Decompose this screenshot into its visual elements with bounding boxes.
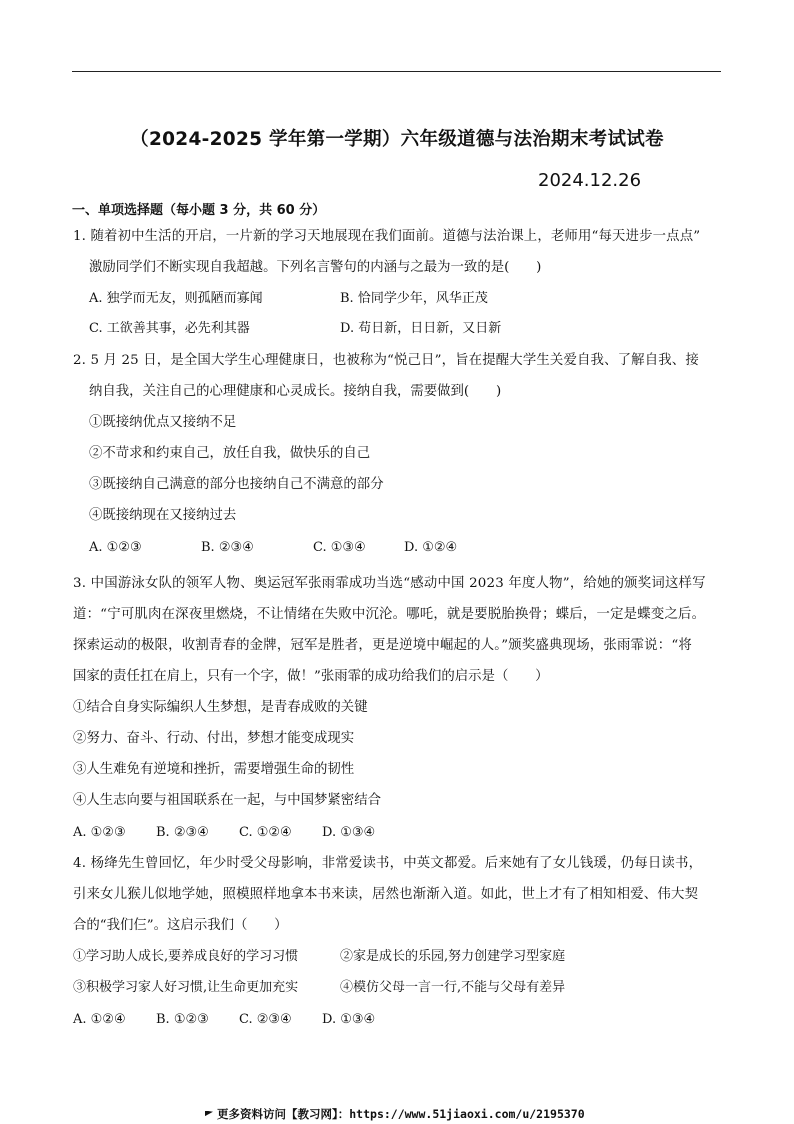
q2-statement-1: ①既接纳优点又接纳不足 <box>89 415 237 430</box>
q3-option-a: A. ①②③ <box>73 825 126 840</box>
q2-stem-line1: 2. 5 月 25 日，是全国大学生心理健康日，也被称为“悦己日”，旨在提醒大学生关爱自我、了解自我、接 <box>73 353 699 368</box>
q2-statement-4: ④既接纳现在又接纳过去 <box>89 508 237 523</box>
q3-stem-line4: 国家的责任扛在肩上，只有一个字，做！”张雨霏的成功给我们的启示是（ ） <box>73 669 549 684</box>
footer-text[interactable]: 更多资料访问【教习网】：https://www.51jiaoxi.com/u/2195370 <box>217 1107 585 1121</box>
section-heading: 一、单项选择题（每小题 3 分，共 60 分） <box>72 203 326 218</box>
q1-option-b: B. 恰同学少年，风华正茂 <box>340 291 488 306</box>
q2-stem-line2: 纳自我，关注自己的心理健康和心灵成长。接纳自我，需要做到( ) <box>89 384 502 399</box>
q4-stem-line1: 4. 杨绛先生曾回忆，年少时受父母影响，非常爱读书，中英文都爱。后来她有了女儿钱瑗，仍每日读书， <box>73 856 703 871</box>
q4-option-c: C. ②③④ <box>239 1012 292 1027</box>
q2-option-b: B. ②③④ <box>201 540 254 555</box>
q4-option-b: B. ①②③ <box>156 1012 209 1027</box>
q1-option-d: D. 苟日新，日日新，又日新 <box>340 321 502 336</box>
footer-link[interactable] <box>205 1106 585 1122</box>
q4-statement-2: ②家是成长的乐园,努力创建学习型家庭 <box>340 949 566 964</box>
q3-stem-line3: 探索运动的极限，收割青春的金牌，冠军是胜者，更是逆境中崛起的人。”颁奖盛典现场，张雨霏说：“将 <box>73 638 692 653</box>
q3-option-b: B. ②③④ <box>156 825 209 840</box>
flag-icon <box>205 1111 213 1119</box>
q2-statement-3: ③既接纳自己满意的部分也接纳自己不满意的部分 <box>89 477 384 492</box>
q3-statement-4: ④人生志向要与祖国联系在一起，与中国梦紧密结合 <box>73 793 381 808</box>
q1-stem-line2: 激励同学们不断实现自我超越。下列名言警句的内涵与之最为一致的是( ) <box>89 260 542 275</box>
q1-stem-line1: 1. 随着初中生活的开启，一片新的学习天地展现在我们面前。道德与法治课上，老师用“每天进步一点点” <box>73 229 701 244</box>
q4-statement-3: ③积极学习家人好习惯,让生命更加充实 <box>73 980 299 995</box>
q2-option-a: A. ①②③ <box>89 540 142 555</box>
q3-statement-3: ③人生难免有逆境和挫折，需要增强生命的韧性 <box>73 762 355 777</box>
q1-option-a: A. 独学而无友，则孤陋而寡闻 <box>89 291 263 306</box>
exam-date: 2024.12.26 <box>538 170 642 191</box>
header-rule <box>72 71 721 72</box>
q4-option-d: D. ①③④ <box>322 1012 376 1027</box>
q2-statement-2: ②不苛求和约束自己，放任自我，做快乐的自己 <box>89 446 371 461</box>
q2-option-c: C. ①③④ <box>313 540 366 555</box>
q4-stem-line2: 引来女儿猴儿似地学她，照模照样地拿本书来读，居然也渐渐入道。如此，世上才有了相知相爱、伟大契 <box>73 887 699 902</box>
q2-option-d: D. ①②④ <box>404 540 458 555</box>
q4-statement-4: ④模仿父母一言一行,不能与父母有差异 <box>340 980 566 995</box>
q4-stem-line3: 合的“我们仨”。这启示我们（ ） <box>73 918 288 933</box>
q1-option-c: C. 工欲善其事，必先利其器 <box>89 321 250 336</box>
q3-stem-line1: 3. 中国游泳女队的领军人物、奥运冠军张雨霏成功当选“感动中国 2023 年度人物”，给她的颁奖词这样写 <box>73 576 706 591</box>
page-title: （2024-2025 学年第一学期）六年级道德与法治期末考试试卷 <box>130 129 664 150</box>
q4-option-a: A. ①②④ <box>73 1012 126 1027</box>
q4-statement-1: ①学习助人成长,要养成良好的学习习惯 <box>73 949 299 964</box>
q3-statement-2: ②努力、奋斗、行动、付出，梦想才能变成现实 <box>73 731 355 746</box>
q3-stem-line2: 道：“宁可肌肉在深夜里燃烧，不让情绪在失败中沉沦。哪吒，就是要脱胎换骨；蝶后，一定是蝶变之后。 <box>73 607 706 622</box>
q3-option-d: D. ①③④ <box>322 825 376 840</box>
q3-option-c: C. ①②④ <box>239 825 292 840</box>
q3-statement-1: ①结合自身实际编织人生梦想，是青春成败的关键 <box>73 700 368 715</box>
